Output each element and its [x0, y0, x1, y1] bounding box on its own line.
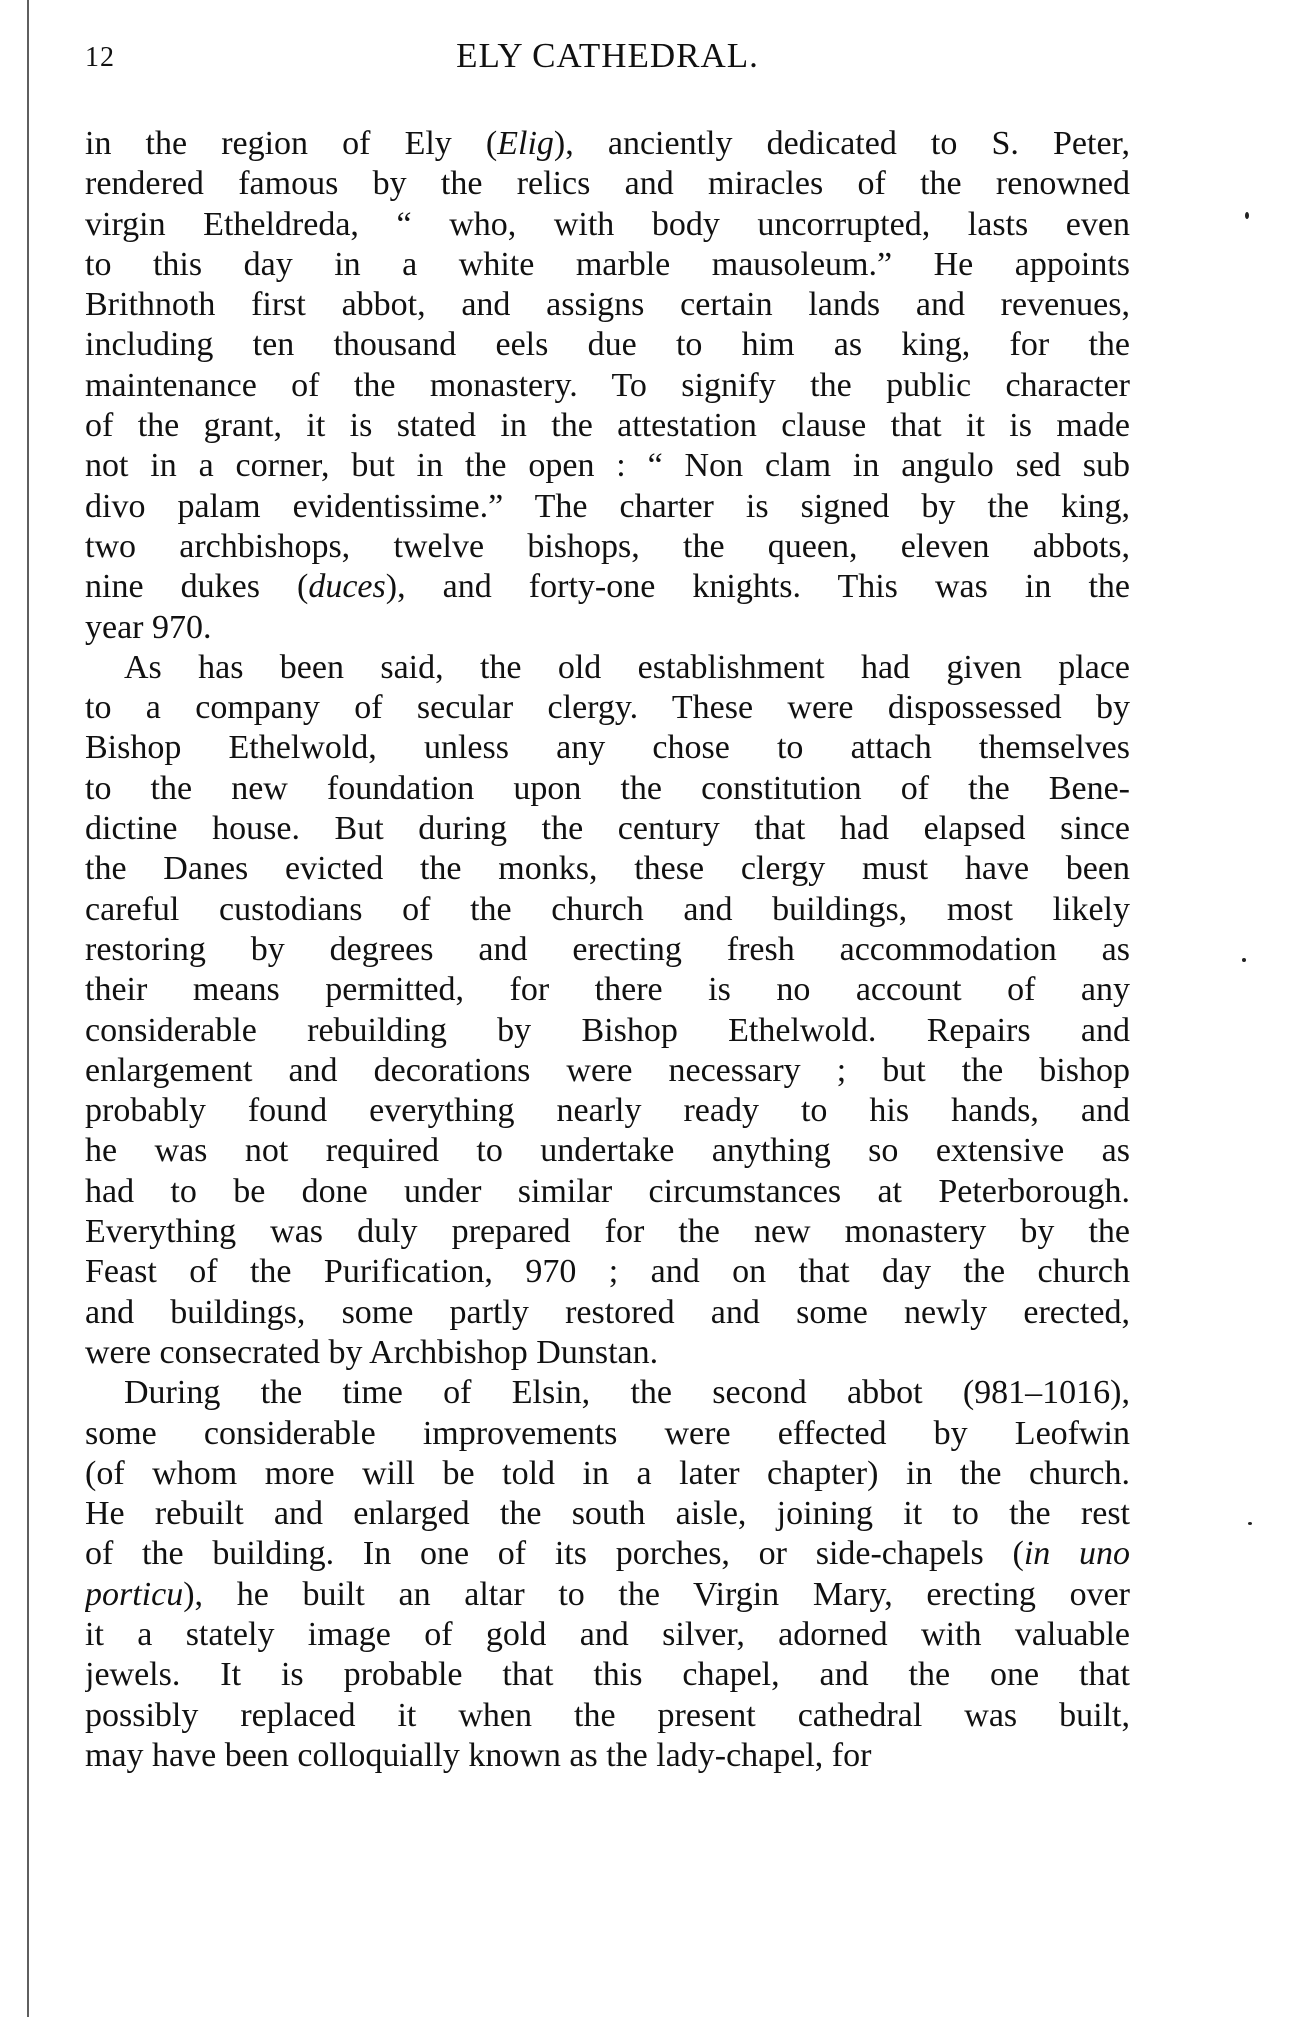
text-line: possibly replaced it when the present cathedral was built, [85, 1696, 1130, 1734]
text-line: he was not required to undertake anything so extensive as [85, 1132, 1130, 1170]
text-line: in the region of Ely (Elig), anciently dedicated to S. Peter, [85, 125, 1130, 162]
text-line: rendered famous by the relics and miracles of the renowned [85, 165, 1130, 203]
text-line: two archbishops, twelve bishops, the queen, eleven abbots, [85, 527, 1130, 565]
text-line: Bishop Ethelwold, unless any chose to attach themselves [85, 729, 1130, 767]
text-line: During the time of Elsin, the second abbot (981–1016), [124, 1374, 1130, 1412]
page-number: 12 [85, 42, 115, 73]
text-line: He rebuilt and enlarged the south aisle, joining it to the rest [85, 1495, 1130, 1533]
text-line: some considerable improvements were effected by Leofwin [85, 1414, 1130, 1452]
text-line: enlargement and decorations were necessary ; but the bishop [85, 1051, 1130, 1089]
text-line: As has been said, the old establishment had given place [124, 648, 1130, 686]
text-line: of the building. In one of its porches, or side-chapels (in uno [85, 1535, 1130, 1573]
text-line: were consecrated by Archbishop Dunstan. [85, 1333, 659, 1371]
text-line: to a company of secular clergy. These were dispossessed by [85, 689, 1130, 727]
text-line: probably found everything nearly ready to his hands, and [85, 1092, 1130, 1130]
paragraph [85, 124, 1130, 648]
margin-speck [1245, 212, 1249, 219]
text-line: not in a corner, but in the open : “ Non clam in angulo sed sub [85, 447, 1130, 485]
text-line: may have been colloquially known as the lady-chapel, for [85, 1736, 872, 1774]
text-line: dictine house. But during the century that had elapsed since [85, 810, 1130, 848]
paragraph [85, 1373, 1130, 1776]
text-line: (of whom more will be told in a later chapter) in the church. [85, 1454, 1130, 1492]
body-text [85, 124, 1130, 1776]
binding-edge-rule [27, 0, 29, 2017]
text-line: divo palam evidentissime.” The charter is signed by the king, [85, 487, 1130, 525]
text-line: Brithnoth first abbot, and assigns certain lands and revenues, [85, 286, 1130, 324]
running-title: ELY CATHEDRAL. [456, 36, 759, 75]
text-line: careful custodians of the church and buildings, most likely [85, 890, 1130, 928]
text-line: had to be done under similar circumstances at Peterborough. [85, 1172, 1130, 1210]
text-line: nine dukes (duces), and forty-one knights. This was in the [85, 568, 1130, 606]
text-line: maintenance of the monastery. To signify the public character [85, 366, 1130, 404]
text-line: their means permitted, for there is no account of any [85, 971, 1130, 1009]
text-line: and buildings, some partly restored and some newly erected, [85, 1293, 1130, 1331]
page-header [85, 36, 1130, 86]
text-line: porticu), he built an altar to the Virgin Mary, erecting over [85, 1575, 1130, 1613]
text-line: including ten thousand eels due to him as king, for the [85, 326, 1130, 364]
text-line: considerable rebuilding by Bishop Ethelwold. Repairs and [85, 1011, 1130, 1049]
text-line: Feast of the Purification, 970 ; and on that day the church [85, 1253, 1130, 1291]
text-line: year 970. [85, 608, 212, 646]
margin-speck [1248, 1522, 1252, 1525]
text-line: the Danes evicted the monks, these clergy must have been [85, 850, 1130, 888]
margin-speck [1242, 958, 1246, 962]
text-line: Everything was duly prepared for the new monastery by the [85, 1213, 1130, 1251]
paragraph [85, 648, 1130, 1373]
text-line: of the grant, it is stated in the attestation clause that it is made [85, 407, 1130, 445]
text-line: to this day in a white marble mausoleum.” He appoints [85, 245, 1130, 283]
text-line: restoring by degrees and erecting fresh accommodation as [85, 930, 1130, 968]
text-line: to the new foundation upon the constitution of the Bene- [85, 769, 1130, 807]
text-line: virgin Etheldreda, “ who, with body uncorrupted, lasts even [85, 205, 1130, 243]
text-line: jewels. It is probable that this chapel, and the one that [85, 1656, 1130, 1694]
text-line: it a stately image of gold and silver, adorned with valuable [85, 1615, 1130, 1653]
